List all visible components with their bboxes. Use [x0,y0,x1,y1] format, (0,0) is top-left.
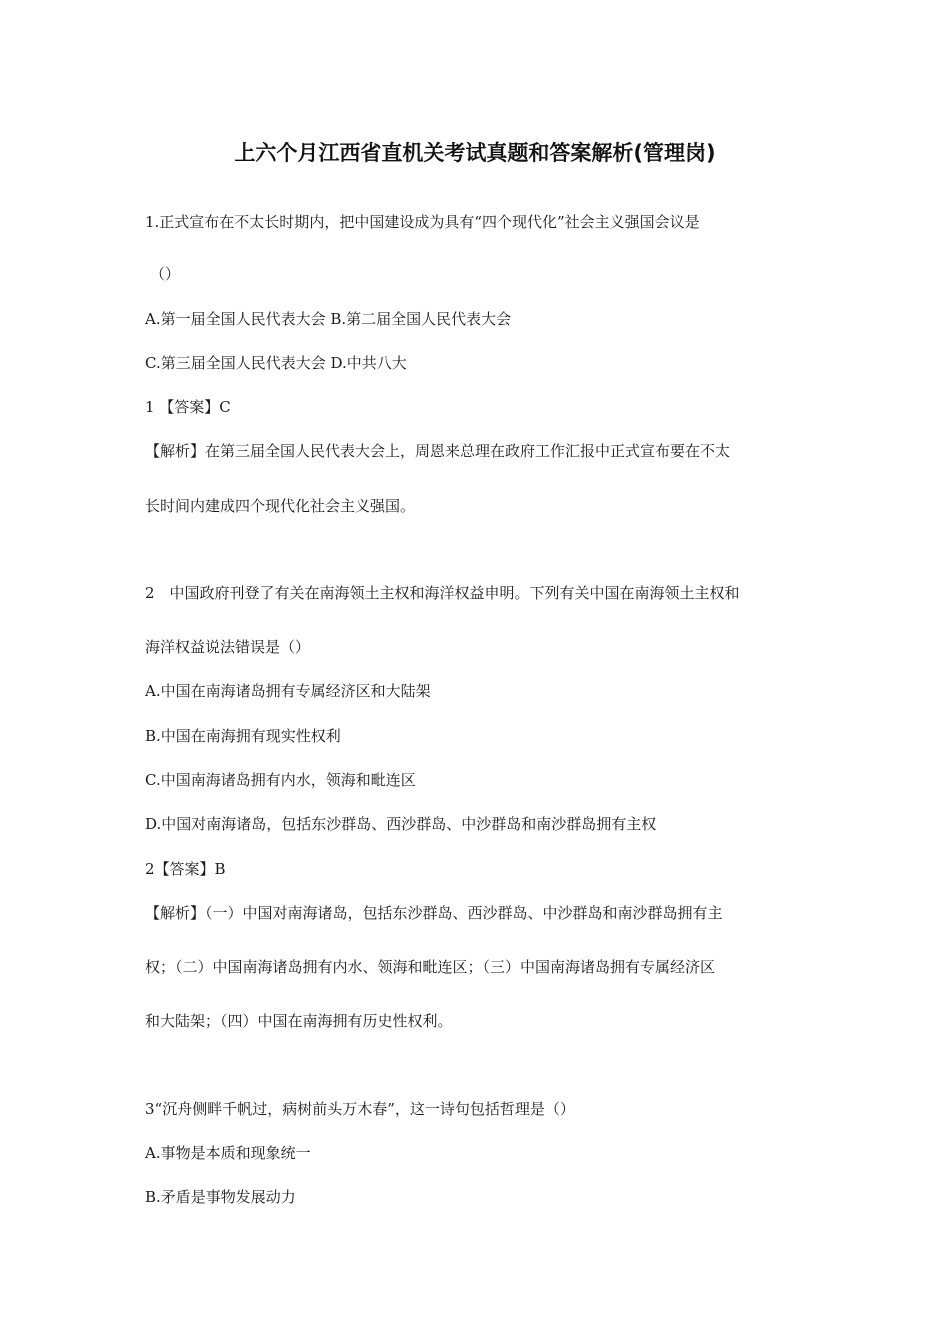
q2-analysis-line-2: 权；（二）中国南海诸岛拥有内水、领海和毗连区；（三）中国南海诸岛拥有专属经济区 [145,958,716,976]
q2-option-c: C.中国南海诸岛拥有内水，领海和毗连区 [145,771,416,789]
q2-analysis-line-3: 和大陆架；（四）中国在南海拥有历史性权利。 [145,1012,453,1030]
q1-stem-line-2: （） [150,265,181,283]
q2-option-a: A.中国在南海诸岛拥有专属经济区和大陆架 [145,682,431,700]
q3-option-a: A.事物是本质和现象统一 [145,1144,311,1162]
q2-option-d: D.中国对南海诸岛，包括东沙群岛、西沙群岛、中沙群岛和南沙群岛拥有主权 [145,815,657,833]
q1-options-cd: C.第三届全国人民代表大会 D.中共八大 [145,354,407,372]
q2-option-b: B.中国在南海拥有现实性权利 [145,727,341,745]
q2-answer: 2【答案】B [145,860,226,878]
q2-stem-line-1: 2 中国政府刊登了有关在南海领土主权和海洋权益申明。下列有关中国在南海领土主权和 [145,584,740,602]
q1-analysis-line-2: 长时间内建成四个现代化社会主义强国。 [145,497,416,515]
q3-stem: 3“沉舟侧畔千帆过，病树前头万木春”，这一诗句包括哲理是（） [145,1100,575,1118]
q1-stem-line-1: 1.正式宣布在不太长时期内，把中国建设成为具有“四个现代化”社会主义强国会议是 [145,213,700,231]
document-title: 上六个月江西省直机关考试真题和答案解析(管理岗) [234,141,716,165]
q1-answer: 1 【答案】C [145,398,231,416]
q1-analysis-line-1: 【解析】在第三届全国人民代表大会上，周恩来总理在政府工作汇报中正式宣布要在不太 [145,442,731,460]
q3-option-b: B.矛盾是事物发展动力 [145,1188,296,1206]
q2-analysis-line-1: 【解析】（一）中国对南海诸岛，包括东沙群岛、西沙群岛、中沙群岛和南沙群岛拥有主 [145,904,723,922]
q1-options-ab: A.第一届全国人民代表大会 B.第二届全国人民代表大会 [145,310,512,328]
q2-stem-line-2: 海洋权益说法错误是（） [145,638,311,656]
